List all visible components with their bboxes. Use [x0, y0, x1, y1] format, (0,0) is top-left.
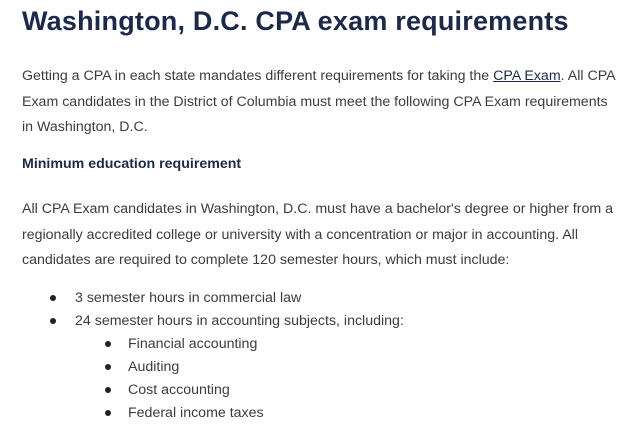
sub-list-item [128, 403, 264, 423]
list-item-text: 3 semester hours in commercial law [75, 290, 302, 306]
list-item [75, 311, 404, 331]
bullet-icon [105, 387, 111, 393]
intro-text-end: . All CPA Exam candidates in the District of Columbia must meet the following CPA Exam requirements in Washington, D.C. [22, 68, 615, 135]
sub-list-item-text: Cost accounting [128, 382, 230, 398]
sub-list-item-text: Federal income taxes [128, 405, 264, 421]
list-item-text: 24 semester hours in accounting subjects, including: [75, 313, 404, 329]
bullet-icon [105, 364, 111, 370]
education-paragraph: All CPA Exam candidates in Washington, D.C. must have a bachelor's degree or higher from a regionally accredited college or university with a concentration or major in accounting. All candidates are required to complete 120 semester hours, which must include: [22, 201, 613, 268]
bullet-icon [50, 295, 56, 301]
intro-text-start: Getting a CPA in each state mandates different requirements for taking the [22, 68, 494, 84]
bullet-icon [105, 410, 111, 416]
sub-list-item [128, 380, 230, 400]
intro-paragraph [22, 64, 622, 141]
section-heading: Minimum education requirement [22, 156, 242, 172]
bullet-icon [50, 318, 56, 324]
sub-list-item-text: Financial accounting [128, 336, 258, 352]
sub-list-item [128, 334, 257, 354]
sub-list-item [128, 357, 179, 377]
cpa-exam-link[interactable]: CPA Exam [493, 68, 561, 84]
list-item [75, 288, 301, 308]
page-title: Washington, D.C. CPA exam requirements [22, 6, 569, 36]
sub-list-item-text: Auditing [128, 359, 180, 375]
bullet-icon [105, 341, 111, 347]
